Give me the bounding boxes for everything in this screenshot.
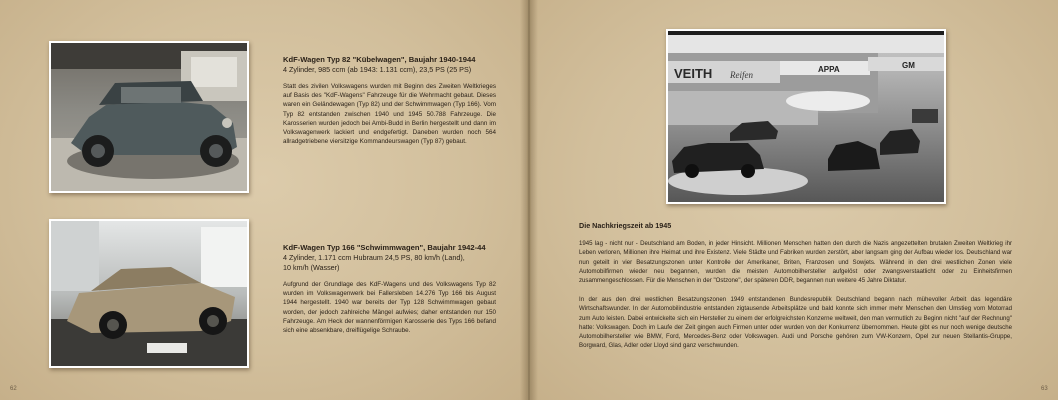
- schwimmwagen-spec-1: 4 Zylinder, 1.171 ccm Hubraum 24,5 PS, 80 km/h (Land),: [283, 253, 465, 262]
- kuebelwagen-body: Statt des zivilen Volkswagens wurden mit Beginn des Zweiten Weltkrieges auf Basis des "KdF-Wagens" Fahrzeuge für die Wehrmacht gebaut. Dieses waren ein Geländewagen (Typ 82) und der Schwimmwagen (Typ 166). Vom Typ 82 entstanden zwischen 1940 und 1945 50.788 Fahrzeuge. Die Karosserien wurden jedoch bei Ambi-Budd in Berlin hergestellt und dann im Volkswagenwerk lackiert und endgefertigt. Daneben wurden noch 564 allradgetriebene viersitzige Kommandeurswagen (Typ 87) gebaut.: [283, 83, 496, 146]
- page-number-right: 63: [1041, 386, 1048, 392]
- postwar-paragraph-2: In der aus den drei westlichen Besatzungszonen 1949 entstandenen Bundesrepublik Deutschland begann nach mühevoller Arbeit das legendäre Wirtschaftswunder. In der Automobilindustrie entstanden zigtausende Arbeitsplätze und bald konnte sich immer mehr Menschen den Umstieg vom Motorrad zum Auto leisten. Dabei entwickelte sich ein Hersteller zu einem der erfolgreichsten Konzerne weltweit, den man vermutlich zu Beginn nicht "auf der Rechnung" hatte: Volkswagen. Doch im Laufe der Zeit gingen auch Firmen unter oder wurden von der Konkurrenz übernommen. Heute gibt es nur noch wenige deutsche Automobilhersteller wie BMW, Ford, Mercedes-Benz oder Volkswagen. Audi und Porsche gehören zum VW-Konzern, Opel zur neuen Stellantis-Gruppe, Borgward, Glas, Adler oder Lloyd sind ganz verschwunden.: [579, 296, 1012, 350]
- schwimmwagen-photo: [49, 219, 249, 368]
- sign-veith: VEITH: [674, 66, 713, 81]
- page-number-left: 62: [10, 386, 17, 392]
- kuebelwagen-photo: [49, 41, 249, 193]
- sign-reifen: Reifen: [730, 70, 753, 80]
- sign-gm: GM: [902, 61, 915, 70]
- schwimmwagen-body: Aufgrund der Grundlage des KdF-Wagens und des Volkswagens Typ 82 wurden im Volkswagenwerk bei Fallersleben 14.276 Typ 166 bis August 1944 hergestellt. 1940 war bereits der Typ 128 Schwimmwagen gebaut worden, der jedoch zahlreiche Mängel aufwies; daher entstanden nur 150 Fahrzeuge. Am Heck der wannenförmigen Karosserie des Typs 166 befand sich eine absenkbare, dreiflügelige Schraube.: [283, 281, 496, 335]
- motor-show-photo: [666, 29, 946, 204]
- book-gutter: [520, 0, 538, 400]
- postwar-heading: Die Nachkriegszeit ab 1945: [579, 221, 672, 230]
- postwar-title: [579, 221, 1012, 231]
- right-page: [531, 0, 1058, 400]
- left-page: [0, 0, 527, 400]
- kuebelwagen-spec: 4 Zylinder, 985 ccm (ab 1943: 1.131 ccm), 23,5 PS (25 PS): [283, 65, 472, 74]
- schwimmwagen-title: KdF-Wagen Typ 166 "Schwimmwagen", Baujahr 1942-44: [283, 243, 486, 252]
- schwimmwagen-text-block: [283, 243, 496, 335]
- kuebelwagen-title: KdF-Wagen Typ 82 "Kübelwagen", Baujahr 1940-1944: [283, 55, 476, 64]
- postwar-paragraph-1: 1945 lag - nicht nur - Deutschland am Boden, in jeder Hinsicht. Millionen Menschen hatten den durch die Nazis angezettelten brutalen Zweiten Weltkrieg ihr Leben verloren, Millionen ihre Heimat und ihre Existenz. Viele Städte und Fabriken wurden zerstört, aber langsam ging der Aufbau wieder los. Deutschland war nun geteilt in vier Besatzungszonen unter Kontrolle der Amerikaner, Briten, Franzosen und Sowjets. Während in den drei westlichen Zonen viele Automobilfirmen wieder neu begannen, wurden die meisten Automobilhersteller aufgelöst oder zwangsverstaatlicht oder zu Einheitsfirmen zusammengeschlossen. Für die Menschen in der "Ostzone", der späteren DDR, begannen nun weitere 45 Jahre Diktatur.: [579, 240, 1012, 285]
- sign-appa: APPA: [818, 65, 840, 74]
- kuebelwagen-text-block: [283, 55, 496, 146]
- schwimmwagen-spec-2: 10 km/h (Wasser): [283, 263, 340, 272]
